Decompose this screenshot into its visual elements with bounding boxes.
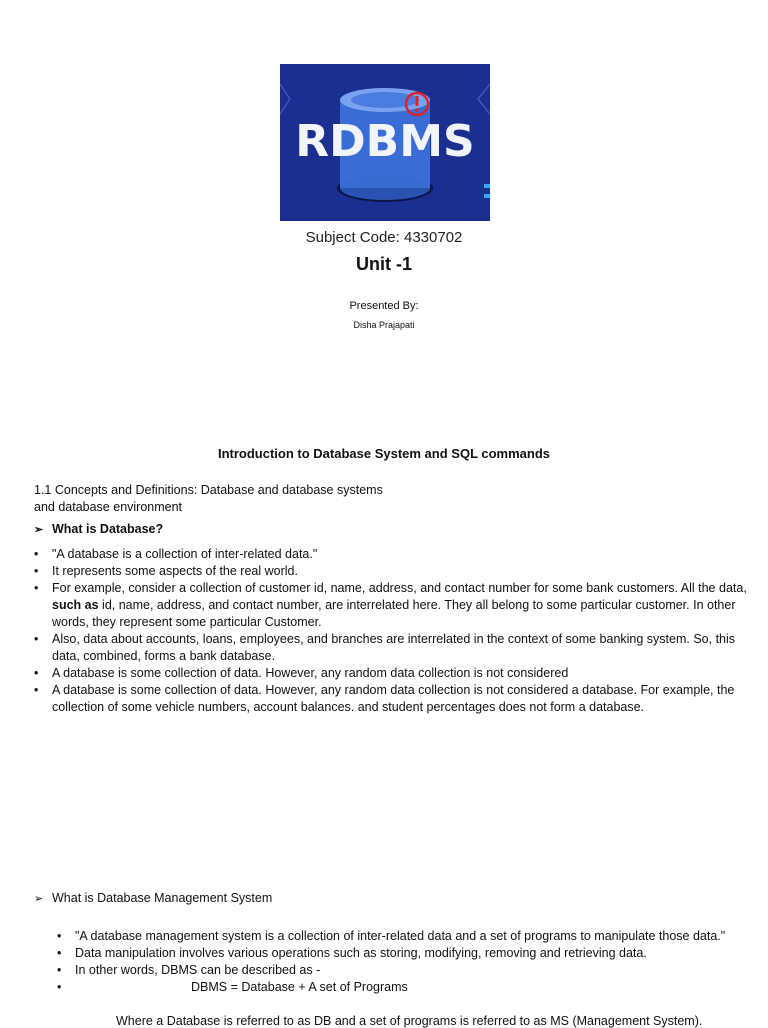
arrow-bullet-icon: ➢ — [34, 892, 44, 905]
list-item: • Data manipulation involves various operations such as storing, modifying, removing and retrieving data. — [57, 946, 647, 960]
bullet-icon: • — [34, 564, 39, 578]
what-is-database-heading — [34, 522, 163, 536]
list-item: • Also, data about accounts, loans, employees, and branches are interrelated in the context of some banking system. So, this data, combined, forms a bank database. — [34, 632, 736, 663]
heading-text: What is Database Management System — [52, 891, 273, 905]
list-item: • A database is some collection of data. However, any random data collection is not considered — [34, 666, 569, 680]
dbms-bullet-list — [57, 928, 750, 996]
bullet-icon: • — [57, 929, 62, 943]
bullet-icon: • — [57, 963, 62, 977]
presenter-name: Disha Prajapati — [353, 320, 415, 330]
database-bullet-list — [34, 546, 750, 716]
what-is-dbms-heading — [34, 891, 272, 905]
list-item: • "A database management system is a collection of inter-related data and a set of programs to manipulate those data." — [57, 929, 726, 943]
arrow-bullet-icon: ➢ — [34, 523, 44, 536]
list-item: • For example, consider a collection of customer id, name, address, and contact number for some bank customers. All the data, such as id, name, address, and contact number, are interrelated here. They all belong to some particular customer. In other words, they represent some particular Customer. — [34, 581, 747, 629]
bullet-icon: • — [57, 980, 62, 994]
bullet-icon: • — [34, 547, 39, 561]
cover-title: RDBMS — [295, 116, 475, 167]
bullet-icon: • — [57, 946, 62, 960]
presented-by-label: Presented By: — [349, 300, 419, 312]
bold-phrase: such as — [52, 598, 99, 612]
bullet-icon: • — [34, 666, 39, 680]
bullet-icon: • — [34, 632, 39, 646]
list-item: • A database is some collection of data. However, any random data collection is not considered a database. For example, the collection of some vehicle numbers, account balances. and student percentages does not form a database. — [34, 683, 735, 714]
list-item: • "A database is a collection of inter-related data." — [34, 547, 318, 561]
dbms-formula: DBMS = Database + A set of Programs — [191, 980, 408, 994]
section-title-line2: and database environment — [34, 500, 183, 514]
heading-text: What is Database? — [52, 522, 164, 536]
cover-image — [280, 64, 490, 221]
intro-title: Introduction to Database System and SQL commands — [217, 446, 551, 461]
dbms-where-line: Where a Database is referred to as DB and a set of programs is referred to as MS (Management System). — [116, 1014, 703, 1028]
bullet-icon: • — [34, 683, 39, 697]
section-title — [34, 482, 414, 516]
bullet-icon: • — [34, 581, 39, 595]
subject-code: Subject Code: 4330702 — [305, 229, 463, 246]
unit-title: Unit -1 — [356, 254, 412, 274]
list-item — [57, 979, 750, 996]
section-title-line1: 1.1 Concepts and Definitions: Database and database systems — [34, 483, 383, 497]
list-item: • It represents some aspects of the real world. — [34, 564, 298, 578]
list-item: • In other words, DBMS can be described as - — [57, 963, 321, 977]
